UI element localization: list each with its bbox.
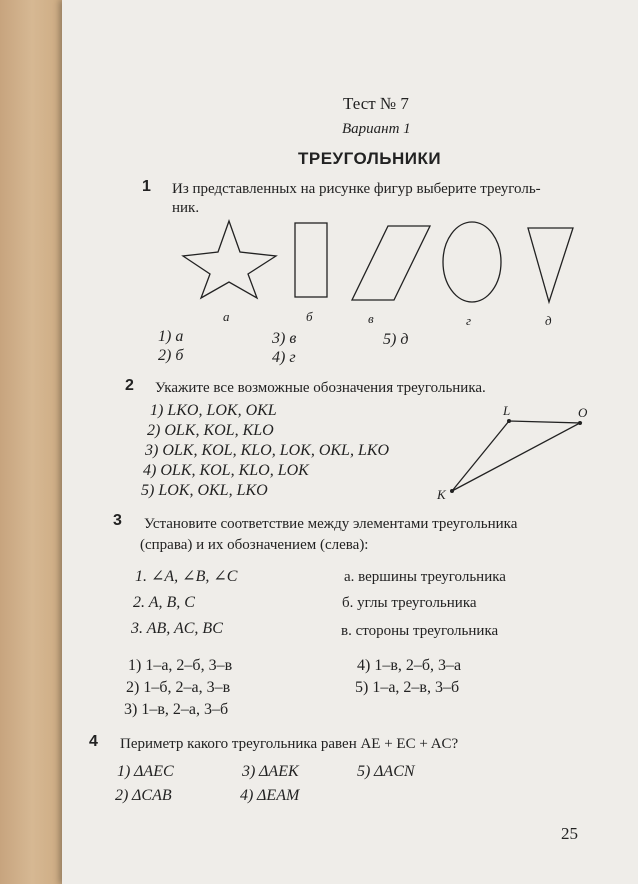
q2-option-5[interactable]: 5) LOK, OKL, LKO	[141, 482, 268, 499]
q1-option-4[interactable]: 4) г	[272, 349, 296, 366]
q1-option-3[interactable]: 3) в	[272, 330, 297, 347]
triangle-icon	[528, 228, 573, 302]
q1-option-2[interactable]: 2) б	[158, 347, 184, 364]
figure-label-a: а	[223, 309, 230, 324]
q3-left-2: 2. A, B, C	[133, 594, 195, 611]
figure-label-d: д	[545, 313, 552, 328]
vertex-label-l: L	[503, 403, 511, 418]
question-1-text: Из представленных на рисунке фигур выберите треуголь-	[172, 181, 541, 197]
q3-option-5[interactable]: 5) 1–а, 2–в, 3–б	[355, 679, 460, 696]
triangle-lko	[452, 421, 580, 491]
parallelogram-icon	[352, 226, 430, 300]
question-2-text: Укажите все возможные обозначения треугольника.	[155, 380, 486, 396]
q2-option-2[interactable]: 2) OLK, KOL, KLO	[147, 422, 274, 439]
question-2-number: 2	[125, 377, 134, 394]
test-title: Тест № 7	[343, 94, 409, 113]
question-3-text-cont: (справа) и их обозначением (слева):	[140, 537, 369, 553]
q3-left-3: 3. AB, AC, BC	[131, 620, 223, 637]
question-4-number: 4	[89, 733, 98, 750]
q3-option-3[interactable]: 3) 1–в, 2–а, 3–б	[124, 701, 229, 718]
vertex-label-o: O	[578, 405, 588, 420]
q2-option-4[interactable]: 4) OLK, KOL, KLO, LOK	[143, 462, 309, 479]
q2-option-1[interactable]: 1) LKO, LOK, OKL	[150, 402, 277, 419]
q1-option-5[interactable]: 5) д	[383, 331, 409, 348]
figure-label-g: г	[466, 313, 472, 328]
q3-option-2[interactable]: 2) 1–б, 2–а, 3–в	[126, 679, 231, 696]
star-icon	[183, 221, 276, 298]
q4-option-4[interactable]: 4) ΔEAM	[240, 787, 300, 804]
question-4-text: Периметр какого треугольника равен AE + EC + AC?	[120, 736, 459, 752]
q4-option-2[interactable]: 2) ΔCAB	[115, 787, 172, 804]
vertex-label-k: K	[437, 487, 446, 502]
q3-right-b: б. углы треугольника	[342, 595, 477, 611]
figure-label-b: б	[306, 309, 313, 324]
q3-option-4[interactable]: 4) 1–в, 2–б, 3–а	[357, 657, 462, 674]
topic-heading: ТРЕУГОЛЬНИКИ	[298, 149, 442, 168]
q4-option-5[interactable]: 5) ΔACN	[357, 763, 415, 780]
q3-left-1: 1. ∠A, ∠B, ∠C	[135, 568, 238, 585]
ellipse-icon	[443, 222, 501, 302]
question-3-text: Установите соответствие между элементами треугольника	[144, 516, 518, 532]
question-1-number: 1	[142, 178, 151, 195]
rectangle-icon	[295, 223, 327, 297]
q3-right-v: в. стороны треугольника	[341, 623, 499, 639]
variant-label: Вариант 1	[342, 121, 411, 137]
page-number: 25	[561, 824, 578, 843]
q2-option-3[interactable]: 3) OLK, KOL, KLO, LOK, OKL, LKO	[145, 442, 390, 459]
question-3-number: 3	[113, 512, 122, 529]
question-1-text-cont: ник.	[172, 200, 200, 216]
q4-option-1[interactable]: 1) ΔAEC	[117, 763, 174, 780]
figure-label-v: в	[368, 311, 374, 326]
q3-right-a: а. вершины треугольника	[344, 569, 506, 585]
q3-option-1[interactable]: 1) 1–а, 2–б, 3–в	[128, 657, 233, 674]
q4-option-3[interactable]: 3) ΔAEK	[242, 763, 299, 780]
q1-option-1[interactable]: 1) а	[158, 328, 184, 345]
